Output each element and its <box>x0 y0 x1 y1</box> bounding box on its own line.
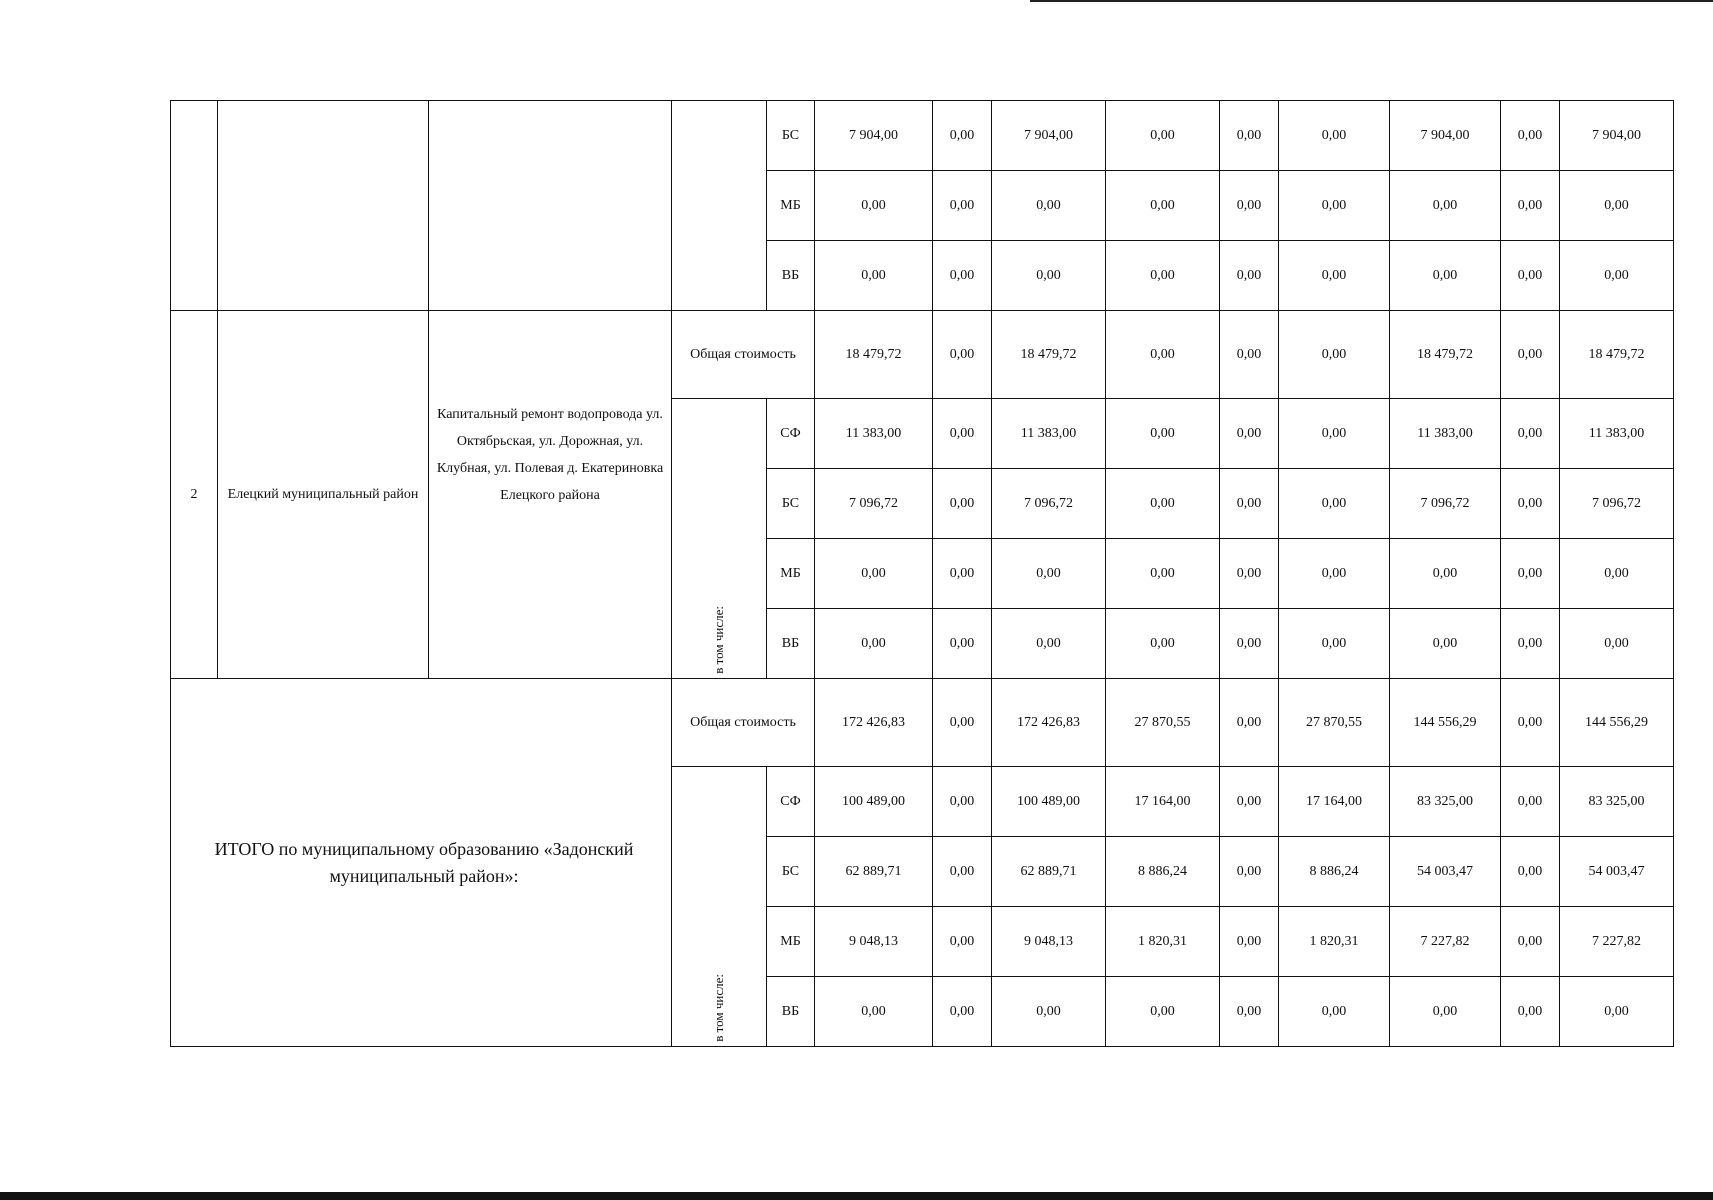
value-cell: 0,00 <box>1279 241 1390 311</box>
value-cell: 0,00 <box>933 767 992 837</box>
value-cell: 0,00 <box>992 977 1106 1047</box>
value-cell: 0,00 <box>1560 171 1674 241</box>
prev-number-cell <box>171 101 218 311</box>
value-cell: 11 383,00 <box>992 399 1106 469</box>
value-cell: 7 227,82 <box>1390 907 1501 977</box>
value-cell: 7 904,00 <box>815 101 933 171</box>
value-cell: 0,00 <box>815 171 933 241</box>
fund-code: СФ <box>767 399 815 469</box>
value-cell: 0,00 <box>815 241 933 311</box>
value-cell: 0,00 <box>1501 907 1560 977</box>
value-cell: 7 227,82 <box>1560 907 1674 977</box>
including-label: в том числе: <box>711 606 726 674</box>
district-name: Елецкий муниципальный район <box>218 311 429 679</box>
value-cell: 7 096,72 <box>992 469 1106 539</box>
value-cell: 0,00 <box>1390 977 1501 1047</box>
value-cell: 0,00 <box>933 171 992 241</box>
scan-edge-top <box>1030 0 1713 2</box>
value-cell: 0,00 <box>1220 977 1279 1047</box>
value-cell: 0,00 <box>1220 609 1279 679</box>
value-cell: 7 096,72 <box>1560 469 1674 539</box>
value-cell: 0,00 <box>992 171 1106 241</box>
value-cell: 0,00 <box>1560 609 1674 679</box>
value-cell: 7 096,72 <box>815 469 933 539</box>
value-cell: 0,00 <box>933 679 992 767</box>
value-cell: 0,00 <box>933 469 992 539</box>
value-cell: 0,00 <box>1501 399 1560 469</box>
value-cell: 18 479,72 <box>1390 311 1501 399</box>
fund-code: ВБ <box>767 977 815 1047</box>
prev-including-cell <box>672 101 767 311</box>
value-cell: 0,00 <box>815 609 933 679</box>
fund-code: БС <box>767 469 815 539</box>
value-cell: 0,00 <box>1106 171 1220 241</box>
value-cell: 0,00 <box>1560 241 1674 311</box>
fund-code: МБ <box>767 171 815 241</box>
value-cell: 0,00 <box>1501 469 1560 539</box>
value-cell: 17 164,00 <box>1279 767 1390 837</box>
table-row <box>171 311 1674 399</box>
table-body <box>171 101 1674 1047</box>
value-cell: 144 556,29 <box>1560 679 1674 767</box>
object-name: Капитальный ремонт водопровода ул. Октябрьская, ул. Дорожная, ул. Клубная, ул. Полевая д. Екатериновка Елецкого района <box>429 311 672 679</box>
value-cell: 0,00 <box>933 609 992 679</box>
value-cell: 0,00 <box>1390 539 1501 609</box>
entry-number: 2 <box>171 311 218 679</box>
value-cell: 0,00 <box>1106 609 1220 679</box>
value-cell: 0,00 <box>1501 837 1560 907</box>
value-cell: 0,00 <box>1501 311 1560 399</box>
document-sheet <box>170 100 1674 1047</box>
value-cell: 0,00 <box>1501 171 1560 241</box>
fund-code: ВБ <box>767 241 815 311</box>
value-cell: 7 904,00 <box>1560 101 1674 171</box>
value-cell: 27 870,55 <box>1279 679 1390 767</box>
value-cell: 8 886,24 <box>1279 837 1390 907</box>
value-cell: 54 003,47 <box>1390 837 1501 907</box>
value-cell: 0,00 <box>933 837 992 907</box>
value-cell: 0,00 <box>1501 679 1560 767</box>
value-cell: 7 904,00 <box>992 101 1106 171</box>
value-cell: 0,00 <box>1106 101 1220 171</box>
value-cell: 0,00 <box>1220 539 1279 609</box>
financing-table <box>170 100 1674 1047</box>
value-cell: 172 426,83 <box>815 679 933 767</box>
value-cell: 0,00 <box>933 907 992 977</box>
value-cell: 0,00 <box>1220 469 1279 539</box>
total-cost-label: Общая стоимость <box>672 311 815 399</box>
value-cell: 18 479,72 <box>1560 311 1674 399</box>
value-cell: 0,00 <box>933 539 992 609</box>
value-cell: 0,00 <box>1390 241 1501 311</box>
value-cell: 0,00 <box>1501 609 1560 679</box>
table-row <box>171 679 1674 767</box>
value-cell: 172 426,83 <box>992 679 1106 767</box>
value-cell: 0,00 <box>1220 907 1279 977</box>
value-cell: 62 889,71 <box>992 837 1106 907</box>
fund-code: БС <box>767 837 815 907</box>
prev-object-cell <box>429 101 672 311</box>
including-label-cell <box>672 767 767 1047</box>
value-cell: 0,00 <box>1220 241 1279 311</box>
value-cell: 0,00 <box>1220 679 1279 767</box>
value-cell: 54 003,47 <box>1560 837 1674 907</box>
value-cell: 0,00 <box>1501 977 1560 1047</box>
scan-edge-bottom <box>0 1192 1713 1200</box>
value-cell: 0,00 <box>1390 609 1501 679</box>
value-cell: 0,00 <box>1106 977 1220 1047</box>
value-cell: 7 904,00 <box>1390 101 1501 171</box>
value-cell: 0,00 <box>1390 171 1501 241</box>
value-cell: 0,00 <box>1220 311 1279 399</box>
table-row <box>171 101 1674 171</box>
value-cell: 0,00 <box>1560 539 1674 609</box>
value-cell: 9 048,13 <box>815 907 933 977</box>
value-cell: 0,00 <box>1501 241 1560 311</box>
value-cell: 27 870,55 <box>1106 679 1220 767</box>
value-cell: 83 325,00 <box>1390 767 1501 837</box>
value-cell: 0,00 <box>1106 241 1220 311</box>
value-cell: 62 889,71 <box>815 837 933 907</box>
value-cell: 144 556,29 <box>1390 679 1501 767</box>
value-cell: 0,00 <box>1279 171 1390 241</box>
value-cell: 0,00 <box>1279 609 1390 679</box>
value-cell: 0,00 <box>1501 101 1560 171</box>
value-cell: 0,00 <box>933 241 992 311</box>
value-cell: 17 164,00 <box>1106 767 1220 837</box>
value-cell: 0,00 <box>1220 101 1279 171</box>
value-cell: 18 479,72 <box>992 311 1106 399</box>
value-cell: 11 383,00 <box>1560 399 1674 469</box>
value-cell: 0,00 <box>933 311 992 399</box>
value-cell: 0,00 <box>933 977 992 1047</box>
grand-total-label: ИТОГО по муниципальному образованию «Задонский муниципальный район»: <box>171 679 672 1047</box>
value-cell: 0,00 <box>815 539 933 609</box>
value-cell: 0,00 <box>1220 767 1279 837</box>
value-cell: 0,00 <box>1106 539 1220 609</box>
value-cell: 0,00 <box>1106 469 1220 539</box>
value-cell: 0,00 <box>1560 977 1674 1047</box>
value-cell: 0,00 <box>1501 539 1560 609</box>
value-cell: 18 479,72 <box>815 311 933 399</box>
value-cell: 0,00 <box>1220 399 1279 469</box>
value-cell: 11 383,00 <box>1390 399 1501 469</box>
value-cell: 0,00 <box>992 241 1106 311</box>
value-cell: 0,00 <box>1279 539 1390 609</box>
value-cell: 0,00 <box>1220 837 1279 907</box>
fund-code: СФ <box>767 767 815 837</box>
value-cell: 0,00 <box>1279 101 1390 171</box>
including-label: в том числе: <box>711 974 726 1042</box>
value-cell: 1 820,31 <box>1106 907 1220 977</box>
including-label-cell <box>672 399 767 679</box>
fund-code: ВБ <box>767 609 815 679</box>
value-cell: 1 820,31 <box>1279 907 1390 977</box>
value-cell: 11 383,00 <box>815 399 933 469</box>
value-cell: 8 886,24 <box>1106 837 1220 907</box>
value-cell: 100 489,00 <box>815 767 933 837</box>
value-cell: 0,00 <box>1220 171 1279 241</box>
prev-district-cell <box>218 101 429 311</box>
value-cell: 0,00 <box>815 977 933 1047</box>
value-cell: 0,00 <box>1279 977 1390 1047</box>
value-cell: 0,00 <box>992 539 1106 609</box>
value-cell: 7 096,72 <box>1390 469 1501 539</box>
fund-code: БС <box>767 101 815 171</box>
value-cell: 0,00 <box>933 399 992 469</box>
value-cell: 0,00 <box>1279 469 1390 539</box>
total-cost-label: Общая стоимость <box>672 679 815 767</box>
fund-code: МБ <box>767 907 815 977</box>
fund-code: МБ <box>767 539 815 609</box>
value-cell: 0,00 <box>1501 767 1560 837</box>
value-cell: 100 489,00 <box>992 767 1106 837</box>
value-cell: 0,00 <box>1106 311 1220 399</box>
value-cell: 83 325,00 <box>1560 767 1674 837</box>
value-cell: 0,00 <box>1279 311 1390 399</box>
value-cell: 0,00 <box>992 609 1106 679</box>
value-cell: 9 048,13 <box>992 907 1106 977</box>
value-cell: 0,00 <box>933 101 992 171</box>
value-cell: 0,00 <box>1106 399 1220 469</box>
value-cell: 0,00 <box>1279 399 1390 469</box>
